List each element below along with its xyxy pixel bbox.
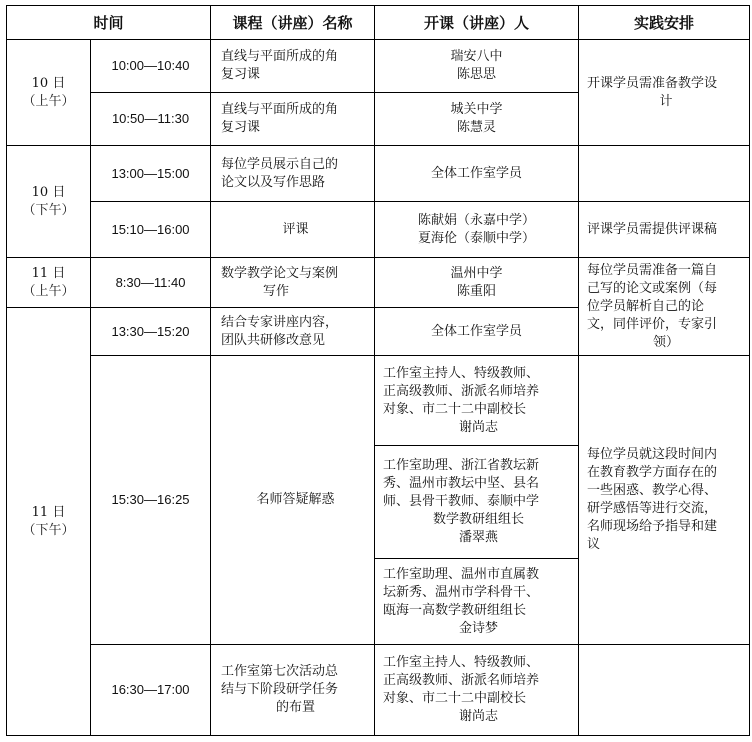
topic-line: 复习课 bbox=[221, 67, 261, 82]
day-period: （上午） bbox=[22, 93, 75, 109]
speaker-cell bbox=[375, 40, 579, 93]
schedule-table bbox=[6, 5, 750, 736]
note-line: 己写的论文或案例（每 bbox=[587, 280, 718, 296]
speaker-cell bbox=[375, 308, 579, 356]
speaker-line: 正高级教师、浙派名师培养 bbox=[383, 383, 540, 399]
speaker-line: 谢尚志 bbox=[459, 419, 499, 435]
practice-note bbox=[579, 258, 750, 356]
topic-line: 名师答疑解惑 bbox=[256, 492, 335, 507]
speaker-cell bbox=[375, 258, 579, 308]
topic-cell bbox=[211, 93, 375, 146]
speaker-line: 工作室助理、浙江省教坛新 bbox=[383, 458, 540, 473]
topic-line: 结与下阶段研学任务 bbox=[221, 682, 339, 697]
day-11-morning bbox=[7, 258, 91, 308]
speaker-cell bbox=[375, 93, 579, 146]
speaker-line: 陈思思 bbox=[457, 67, 497, 82]
table-row bbox=[7, 356, 750, 446]
speaker-line: 坛新秀、温州市学科骨干、 bbox=[383, 584, 540, 600]
time-cell: 10:50—11:30 bbox=[91, 93, 211, 146]
header-time: 时间 bbox=[7, 6, 211, 40]
day-10-morning bbox=[7, 40, 91, 146]
topic-line: 直线与平面所成的角 bbox=[221, 102, 339, 117]
speaker-cell bbox=[375, 559, 579, 645]
note-line: 议 bbox=[587, 537, 601, 552]
topic-line: 写作 bbox=[263, 283, 290, 299]
note-line: 每位学员就这段时间内 bbox=[587, 447, 718, 462]
note-line: 评课学员需提供评课稿 bbox=[587, 221, 718, 237]
speaker-line: 城关中学 bbox=[450, 102, 503, 117]
time-cell: 10:00—10:40 bbox=[91, 40, 211, 93]
day-period: （上午） bbox=[22, 283, 75, 299]
header-practice: 实践安排 bbox=[579, 6, 750, 40]
note-line: 位学员解析自己的论 bbox=[587, 298, 705, 314]
topic-line: 的布置 bbox=[276, 700, 316, 715]
note-line: 每位学员需准备一篇自 bbox=[587, 262, 718, 278]
time-cell: 8:30—11:40 bbox=[91, 258, 211, 308]
topic-line: 评课 bbox=[282, 221, 309, 237]
speaker-line: 对象、市二十二中副校长 bbox=[383, 401, 527, 417]
topic-cell bbox=[211, 40, 375, 93]
practice-note bbox=[579, 356, 750, 645]
day-label: 10 日 bbox=[31, 184, 66, 200]
time-cell: 13:30—15:20 bbox=[91, 308, 211, 356]
topic-cell bbox=[211, 202, 375, 258]
note-line: 领） bbox=[653, 334, 680, 350]
topic-line: 结合专家讲座内容， bbox=[221, 314, 339, 330]
note-line: 名师现场给予指导和建 bbox=[587, 519, 718, 534]
practice-note-empty bbox=[579, 146, 750, 202]
table-row bbox=[7, 645, 750, 736]
topic-cell bbox=[211, 146, 375, 202]
topic-cell bbox=[211, 258, 375, 308]
speaker-line: 陈重阳 bbox=[457, 283, 497, 299]
table-row bbox=[7, 202, 750, 258]
speaker-line: 工作室主持人、特级教师、 bbox=[383, 365, 540, 381]
day-period: （下午） bbox=[22, 522, 75, 538]
speaker-line: 秀、温州市教坛中坚、县名 bbox=[383, 476, 540, 491]
speaker-line: 夏海伦（泰顺中学） bbox=[418, 230, 536, 246]
speaker-line: 正高级教师、浙派名师培养 bbox=[383, 673, 540, 688]
speaker-line: 数学教研组组长 bbox=[433, 512, 525, 527]
practice-note bbox=[579, 40, 750, 146]
speaker-line: 师、县骨干教师、泰顺中学 bbox=[383, 494, 540, 509]
table-row bbox=[7, 40, 750, 93]
practice-note-empty bbox=[579, 645, 750, 736]
topic-line: 数学教学论文与案例 bbox=[221, 265, 339, 281]
time-cell: 13:00—15:00 bbox=[91, 146, 211, 202]
speaker-line: 温州中学 bbox=[450, 265, 503, 281]
speaker-line: 潘翠燕 bbox=[459, 530, 499, 545]
note-line: 在教育教学方面存在的 bbox=[587, 465, 718, 480]
speaker-line: 工作室助理、温州市直属教 bbox=[383, 566, 540, 582]
topic-line: 工作室第七次活动总 bbox=[221, 664, 339, 679]
day-11-afternoon bbox=[7, 308, 91, 736]
note-line: 研学感悟等进行交流， bbox=[587, 501, 718, 516]
time-cell: 15:10—16:00 bbox=[91, 202, 211, 258]
speaker-line: 陈慧灵 bbox=[457, 120, 497, 135]
speaker-line: 全体工作室学员 bbox=[431, 323, 523, 339]
topic-line: 论文以及写作思路 bbox=[221, 174, 326, 190]
speaker-line: 全体工作室学员 bbox=[431, 165, 523, 181]
header-speaker: 开课（讲座）人 bbox=[375, 6, 579, 40]
practice-note bbox=[579, 202, 750, 258]
speaker-cell bbox=[375, 356, 579, 446]
day-period: （下午） bbox=[22, 202, 75, 218]
header-row bbox=[7, 6, 750, 40]
topic-line: 复习课 bbox=[221, 120, 261, 135]
speaker-line: 谢尚志 bbox=[459, 709, 499, 724]
speaker-cell bbox=[375, 645, 579, 736]
day-label: 11 日 bbox=[31, 504, 66, 520]
speaker-cell bbox=[375, 146, 579, 202]
topic-line: 团队共研修改意见 bbox=[221, 332, 326, 348]
table-row bbox=[7, 258, 750, 308]
speaker-cell bbox=[375, 202, 579, 258]
time-cell: 15:30—16:25 bbox=[91, 356, 211, 645]
topic-cell bbox=[211, 645, 375, 736]
day-label: 11 日 bbox=[31, 265, 66, 281]
note-line: 计 bbox=[659, 93, 673, 109]
speaker-line: 瓯海一高数学教研组组长 bbox=[383, 602, 527, 618]
note-line: 开课学员需准备教学设 bbox=[587, 75, 718, 91]
speaker-line: 陈献娟（永嘉中学） bbox=[418, 212, 536, 228]
speaker-line: 对象、市二十二中副校长 bbox=[383, 691, 527, 706]
note-line: 文，同伴评价，专家引 bbox=[587, 316, 718, 332]
topic-cell bbox=[211, 308, 375, 356]
header-topic: 课程（讲座）名称 bbox=[211, 6, 375, 40]
time-cell: 16:30—17:00 bbox=[91, 645, 211, 736]
topic-line: 每位学员展示自己的 bbox=[221, 156, 339, 172]
table-row bbox=[7, 146, 750, 202]
speaker-line: 工作室主持人、特级教师、 bbox=[383, 655, 540, 670]
speaker-cell bbox=[375, 446, 579, 559]
speaker-line: 瑞安八中 bbox=[450, 49, 503, 64]
speaker-line: 金诗梦 bbox=[459, 620, 499, 636]
day-10-afternoon bbox=[7, 146, 91, 258]
note-line: 一些困惑、教学心得、 bbox=[587, 483, 718, 498]
topic-line: 直线与平面所成的角 bbox=[221, 49, 339, 64]
topic-cell bbox=[211, 356, 375, 645]
day-label: 10 日 bbox=[31, 75, 66, 91]
